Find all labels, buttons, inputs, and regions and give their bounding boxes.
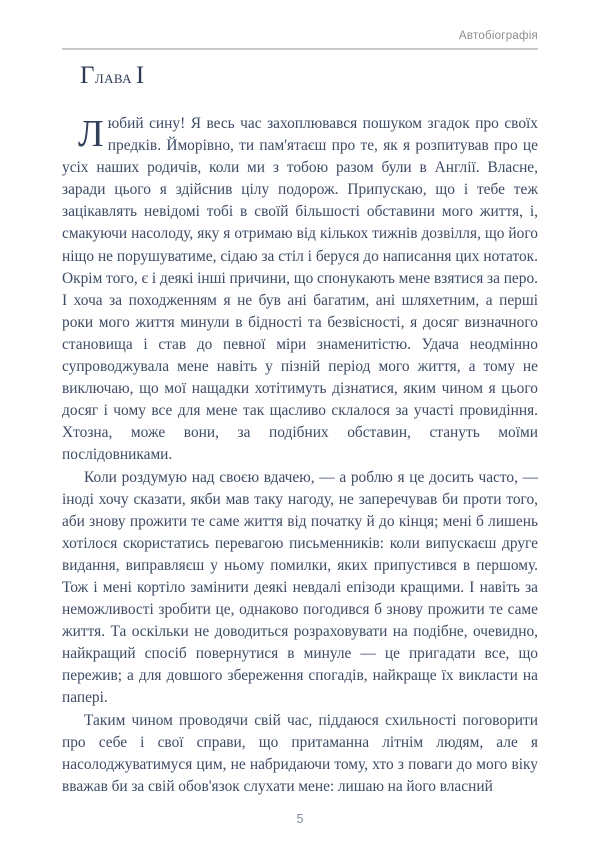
page-number: 5 <box>296 812 304 826</box>
paragraph-3: Таким чином проводячи свій час, піддаюся схильності поговорити про себе і свої справи, що притаманна літнім людям, але я насолоджуватимуся цим, не набридаючи тому, хто з поваги до мого віку вважав би за свій обов'язок слухати мене: лишаю на його власний <box>62 711 538 795</box>
chapter-title-initial: Г <box>80 62 95 89</box>
drop-cap: Л <box>78 113 104 155</box>
paragraph-1-text: юбий сину! Я весь час захоплювався пошуком згадок про своїх предків. Йморівно, ти пам'ятаєш про те, як я розпитував про це усіх наших родичів, коли ми з тобою разом були в Англії. Власне, заради цього я здійснив цілу подорож. Припускаю, що і тебе теж зацікавлять невідомі тобі в своїй більшості обставини мого життя, і, смакуючи насолоду, яку я отримаю від кількох тижнів дозвілля, що його ніщо не порушуватиме, сідаю за стіл і беруся до написання цих нотаток. Окрім того, є і деякі інші причини, що спонукають мене взятися за перо. І хоча за походженням я не був ані багатим, ані шляхетним, а перші роки мого життя минули в бідності та безвісності, я досяг визначного становища і став до певної міри знаменитістю. Удача неодмінно супроводжувала мене навіть у пізній період мого життя, а тому не виключаю, що мої нащадки хотітимуть дізнатися, яким чином я цього досяг і чому все для мене так щасливо склалося за участі провидіння. Хтозна, може вони, за подібних обставин, стануть моїми послідовниками. <box>62 115 538 464</box>
paragraph-1 <box>62 113 538 467</box>
running-head-text: Автобіографія <box>458 30 538 42</box>
chapter-title <box>80 63 145 91</box>
header-divider-rule <box>62 48 538 50</box>
chapter-number: I <box>135 62 145 89</box>
running-head <box>62 26 538 46</box>
chapter-title-word: лава <box>94 67 132 88</box>
paragraph-2: Коли роздумую над своєю вдачею, — а роблю я це досить часто, — іноді хочу сказати, якби мав таку нагоду, не заперечував би проти того, аби знову прожити те саме життя від початку й до кінця; мені б лишень хотілося скористатись перевагою письменників: коли випускаєш друге видання, виправляєш у ньому помилки, яких припустився в першому. Тож і мені кортіло замінити деякі невдалі епізоди кращими. І навіть за неможливості зробити це, однаково погодився б знову прожити те саме життя. Та оскільки не доводиться розраховувати на подібне, очевидно, найкращий спосіб повернутися в минуле — це пригадати все, що пережив; а для довшого збереження спогадів, найкраще їх викласти на папері. <box>62 468 538 707</box>
body-text-block <box>62 113 538 798</box>
